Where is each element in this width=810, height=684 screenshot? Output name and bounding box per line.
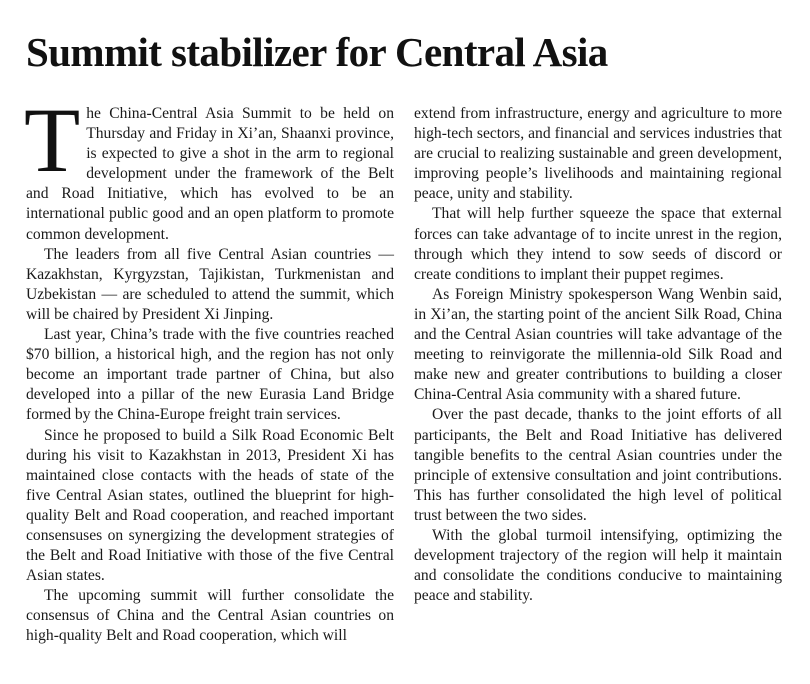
body-paragraph: The leaders from all five Central Asian countries — Kazakhstan, Kyrgyzstan, Tajikistan, Turkmenistan and Uzbekistan — are scheduled to attend the summit, which will be chaired by President Xi Jinping.: [26, 245, 394, 323]
paragraph-text: he China-Central Asia Summit to be held on Thursday and Friday in Xi’an, Shaanxi province, is expected to give a shot in the arm to regional development under the framework of the Belt and Road Initiative, which has evolved to be an international public good and an open platform to promote common development.: [26, 105, 394, 243]
left-column: [24, 89, 394, 647]
body-paragraph: [24, 89, 394, 245]
body-paragraph: extend from infrastructure, energy and agriculture to more high-tech sectors, and financial and services industries that are crucial to realizing sustainable and green development, improving people’s livelihoods and maintaining regional peace, unity and stability.: [414, 105, 782, 203]
body-paragraph: That will help further squeeze the space that external forces can take advantage of to incite unrest in the region, through which they intend to sow seeds of discord or create conditions to implant their puppet regimes.: [414, 205, 782, 283]
right-column: [414, 104, 782, 606]
body-paragraph: Since he proposed to build a Silk Road Economic Belt during his visit to Kazakhstan in 2013, President Xi has maintained close contacts with the heads of state of the five Central Asian states, outlined the blueprint for high-quality Belt and Road cooperation, and reached important consensuses on synergizing the development strategies of the Belt and Road Initiative with those of the five Central Asian states.: [26, 426, 394, 585]
body-paragraph: Over the past decade, thanks to the joint efforts of all participants, the Belt and Road Initiative has delivered tangible benefits to the central Asian countries under the principle of extensive consultation and joint contributions. This has further consolidated the high level of political trust between the two sides.: [414, 406, 782, 524]
column-gutter: [404, 104, 405, 664]
headline: Summit stabilizer for Central Asia: [26, 29, 608, 75]
body-paragraph: The upcoming summit will further consolidate the consensus of China and the Central Asian countries on high-quality Belt and Road cooperation, which will: [26, 587, 394, 645]
body-paragraph: As Foreign Ministry spokesperson Wang Wenbin said, in Xi’an, the starting point of the ancient Silk Road, China and the Central Asian countries will take advantage of the meeting to reinvigorate the millennia-old Silk Road and make new and greater contributions to building a closer China-Central Asia community with a shared future.: [414, 285, 782, 404]
body-paragraph: With the global turmoil intensifying, optimizing the development trajectory of the region will help it maintain and consolidate the conditions conducive to maintaining peace and stability.: [414, 526, 782, 605]
drop-cap: T: [24, 89, 81, 191]
body-paragraph: Last year, China’s trade with the five countries reached $70 billion, a historical high, and the region has not only become an important trade partner of China, but also developed into a pillar of the new Eurasia Land Bridge formed by the China-Europe freight train services.: [26, 326, 394, 424]
